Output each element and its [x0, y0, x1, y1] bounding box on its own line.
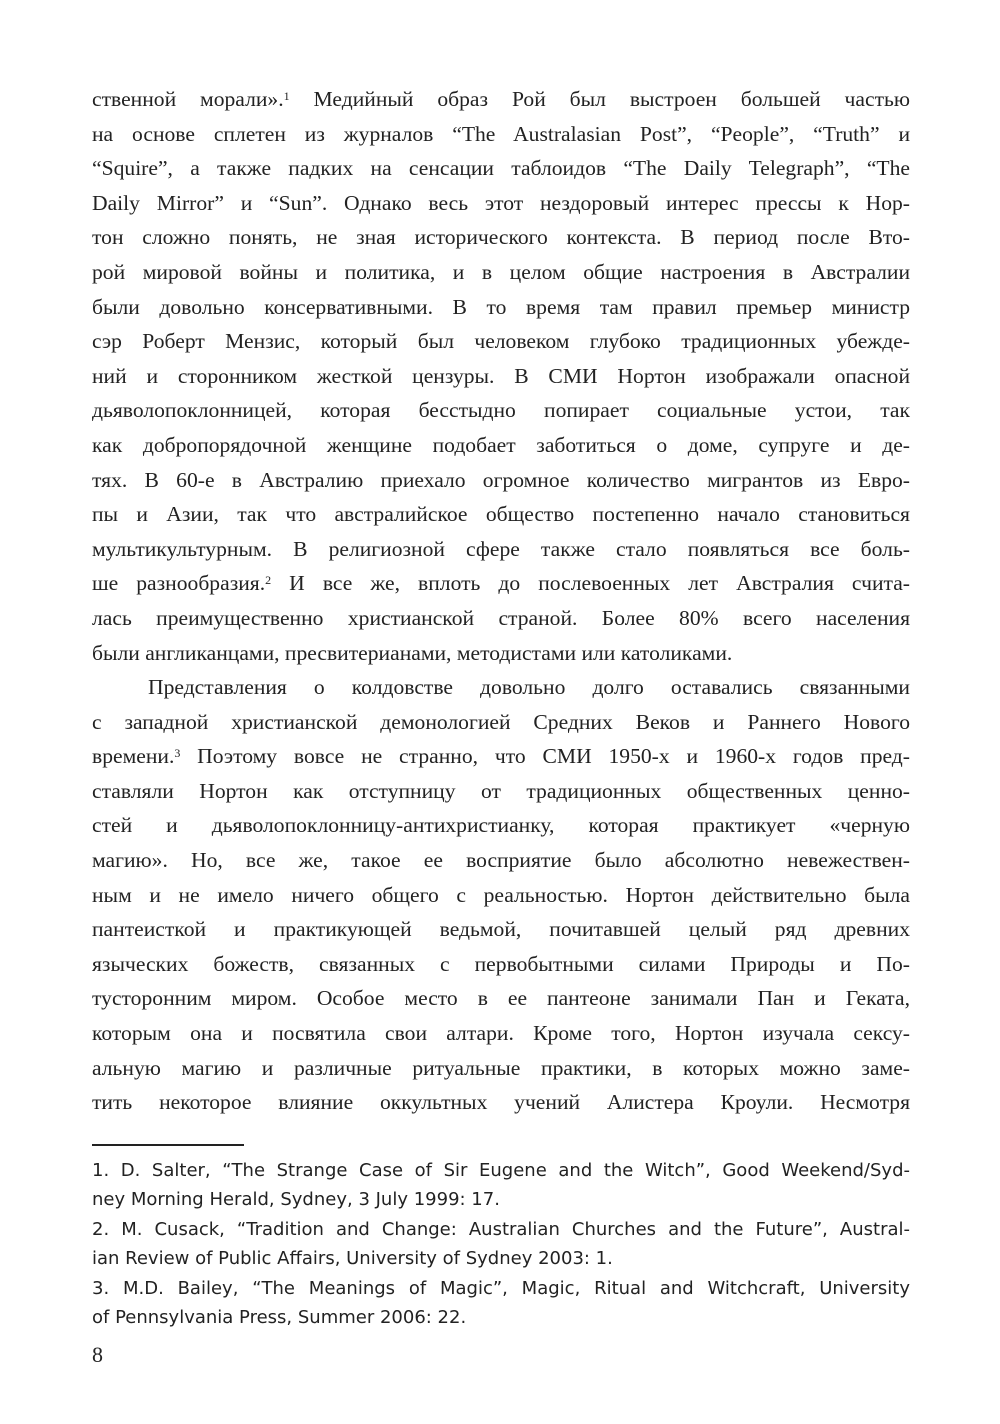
text-line: “Squire”, а также падких на сенсации таблоидов “The Daily Telegraph”, “The — [92, 156, 910, 181]
footnote-line: 2. M. Cusack, “Tradition and Change: Australian Churches and the Future”, Austral- — [92, 1218, 910, 1240]
text-line: как добропорядочной женщине подобает заботиться о доме, супруге и де- — [92, 432, 910, 457]
text-line: Daily Mirror” и “Sun”. Однако весь этот нездоровый интерес прессы к Нор- — [92, 190, 910, 215]
text-line: стей и дьяволопоклонницу-антихристианку, которая практикует «черную — [92, 813, 910, 838]
footnote-line: 1. D. Salter, “The Strange Case of Sir Eugene and the Witch”, Good Weekend/Syd- — [92, 1159, 910, 1181]
footnote-marker-2[interactable]: 2 — [265, 573, 272, 588]
page-number: 8 — [92, 1342, 103, 1367]
text-line: ственной морали».$^1$ Медийный образ Рой был выстроен большей частью — [92, 87, 910, 111]
footnote-marker-1[interactable]: 1 — [283, 89, 290, 103]
text-line: тон сложно понять, не зная исторического контекста. В период после Вто- — [92, 225, 910, 250]
text-line: ным и не имело ничего общего с реальностью. Нортон действительно была — [92, 882, 910, 907]
footnote-marker-3[interactable]: 3 — [174, 746, 181, 761]
text-line: тях. В 60-е в Австралию приехало огромное количество мигрантов из Евро- — [92, 467, 910, 492]
text-line: были англиканцами, пресвитерианами, методистами или католиками. — [92, 640, 733, 665]
text-line: пы и Азии, так что австралийское общество постепенно начало становиться — [92, 502, 910, 527]
text-line: которым она и посвятила свои алтари. Кроме того, Нортон изучала сексу- — [92, 1021, 910, 1046]
text-line: лась преимущественно христианской страной. Более 80% всего населения — [92, 605, 910, 630]
text-line: магию». Но, все же, такое ее восприятие было абсолютно невежествен- — [92, 848, 910, 873]
text-line: с западной христианской демонологией Средних Веков и Раннего Нового — [92, 709, 910, 734]
text-line: сэр Роберт Мензис, который был человеком глубоко традиционных убежде- — [92, 329, 910, 354]
text-line: ставляли Нортон как отступницу от традиционных общественных ценно- — [92, 778, 910, 803]
footnote-line: of Pennsylvania Press, Summer 2006: 22. — [92, 1307, 467, 1329]
footnote-separator — [92, 1144, 244, 1146]
text-line: языческих божеств, связанных с первобытными силами Природы и По- — [92, 951, 910, 976]
text-line: рой мировой войны и политика, и в целом общие настроения в Австралии — [92, 259, 910, 284]
text-line: альную магию и различные ритуальные практики, в которых можно заме- — [92, 1055, 910, 1080]
footnote-line: 3. M.D. Bailey, “The Meanings of Magic”, Magic, Ritual and Witchcraft, University — [92, 1277, 910, 1299]
text-line: пантеисткой и практикующей ведьмой, почитавшей целый ряд древних — [92, 917, 910, 942]
text-line: дьяволопоклонницей, которая бесстыдно попирает социальные устои, так — [92, 398, 910, 423]
paragraph-1 — [92, 82, 910, 670]
text-line: мультикультурным. В религиозной сфере также стало появляться все боль- — [92, 536, 910, 561]
text-line: времени.$^3$ Поэтому вовсе не странно, что СМИ 1950-х и 1960-х годов пред- — [92, 744, 910, 769]
text-line: тить некоторое влияние оккультных учений Алистера Кроули. Несмотря — [92, 1090, 910, 1115]
footnote-line: ian Review of Public Affairs, University of Sydney 2003: 1. — [92, 1248, 613, 1270]
text-line: ний и сторонником жесткой цензуры. В СМИ Нортон изображали опасной — [92, 363, 910, 388]
text-line: тусторонним миром. Особое место в ее пантеоне занимали Пан и Геката, — [92, 986, 910, 1011]
text-line: Представления о колдовстве довольно долго оставались связанными — [148, 675, 910, 700]
footnotes — [92, 1156, 910, 1333]
paragraph-2 — [92, 670, 910, 1120]
text-line: ше разнообразия.$^2$ И все же, вплоть до послевоенных лет Австралия счита- — [92, 571, 910, 596]
footnote-line: ney Morning Herald, Sydney, 3 July 1999: 17. — [92, 1189, 500, 1211]
text-line: были довольно консервативными. В то время там правил премьер министр — [92, 294, 910, 319]
text-line: на основе сплетен из журналов “The Australasian Post”, “People”, “Truth” и — [92, 121, 910, 146]
page-content — [92, 82, 910, 1333]
